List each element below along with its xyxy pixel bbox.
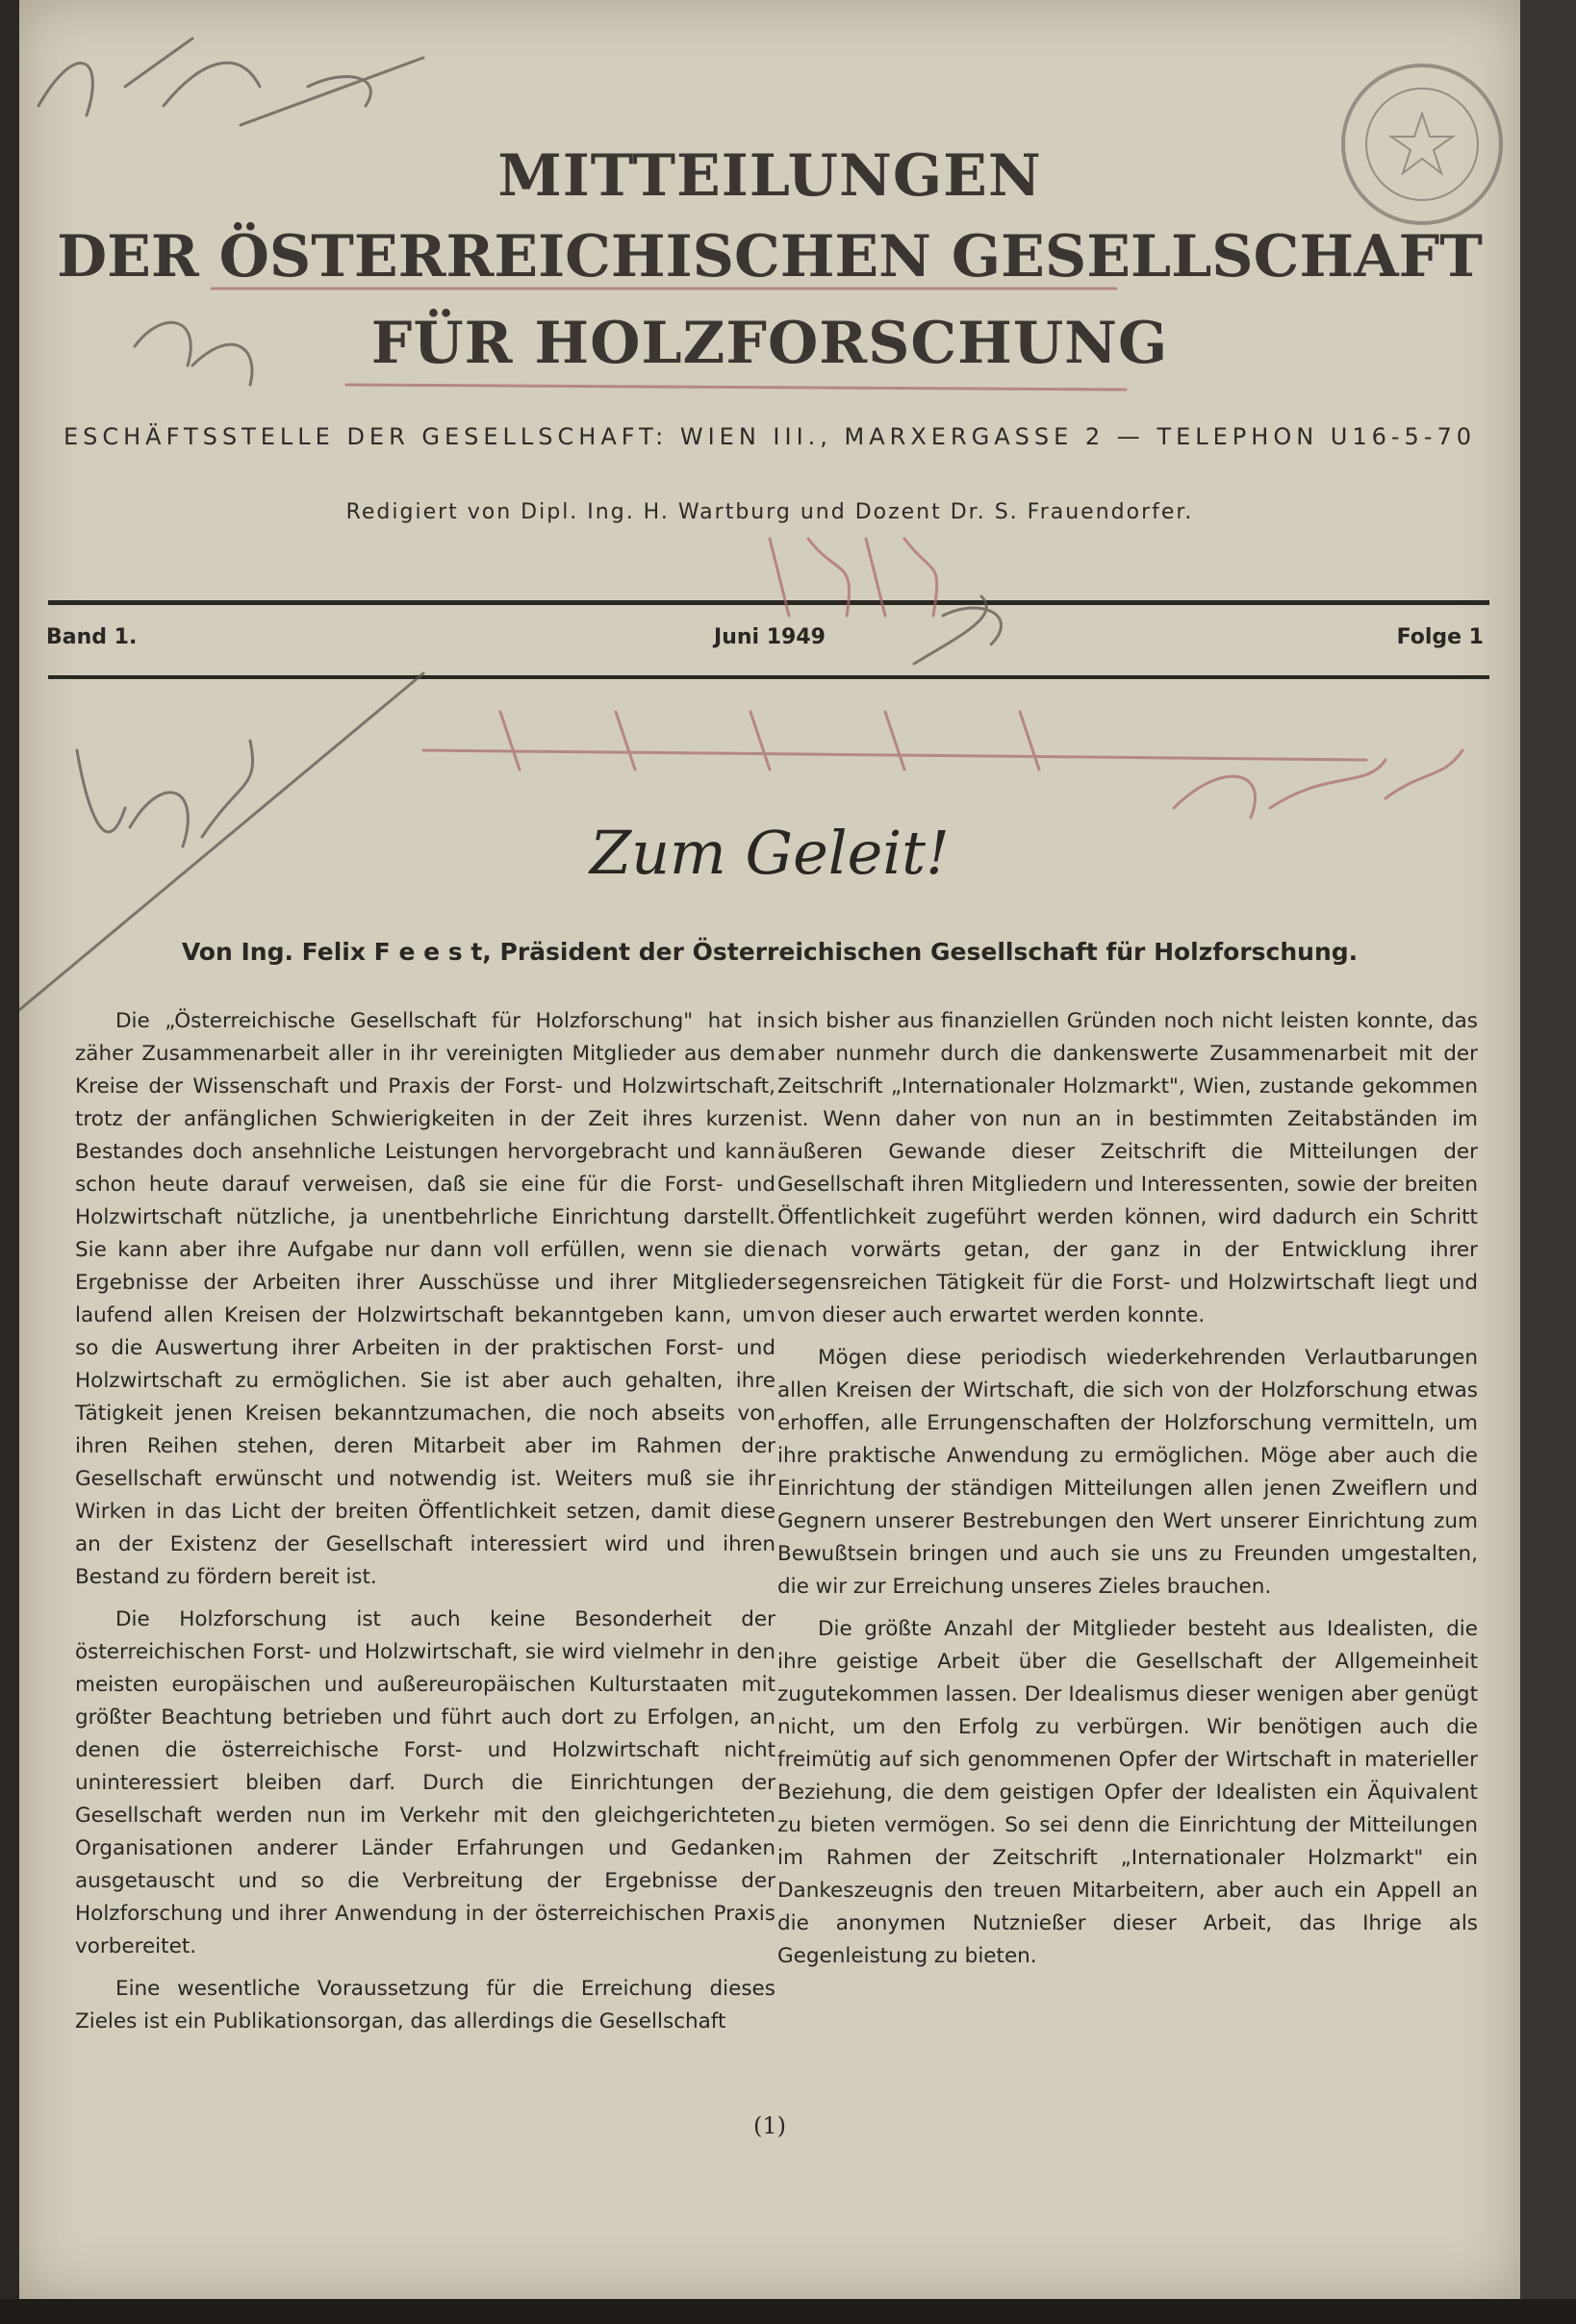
article-heading: Zum Geleit! — [590, 818, 950, 888]
paragraph: Die größte Anzahl der Mitglieder besteht aus Idealisten, die ihre geistige Arbeit über die Gesellschaft der Allgemeinheit zugutekommen lassen. Der Idealismus dieser wenigen aber genügt nicht, um den Erfolg zu verbürgen. Wir benötigen auch die freimütig auf sich genommenen Opfer der Wirtschaft in materieller Beziehung, die dem geistigen Opfer der Idealisten ein Äquivalent zu bieten vermögen. So sei denn die Einrichtung der Mitteilungen im Rahmen der Zeitschrift „Internationaler Holzmarkt" ein Dankeszeugnis den treuen Mitarbeitern, aber auch ein Appell an die anonymen Nutznießer dieser Arbeit, das Ihrige als Gegenleistung zu bieten. — [777, 1617, 1478, 1968]
pencil-scribble — [38, 63, 92, 115]
red-pencil-signature — [1174, 750, 1462, 818]
binding-spine — [0, 0, 19, 2324]
document-page — [19, 0, 1520, 2299]
pencil-scribble — [241, 58, 423, 125]
paragraph: Die „Österreichische Gesellschaft für Holzforschung" hat in zäher Zusammenarbeit aller in ihr vereinigten Mitglieder aus dem Kreise der Wissenschaft und Praxis der Forst- und Holzwirtschaft, trotz der anfänglichen Schwierigkeiten in der Zeit ihres kurzen Bestandes doch ansehnliche Leistungen hervorgebracht und kann schon heute darauf verweisen, daß sie eine für die Forst- und Holzwirtschaft nützliche, ja unentbehrliche Einrichtung darstellt. Sie kann aber ihre Aufgabe nur dann voll erfüllen, wenn sie die Ergebnisse der Arbeiten ihrer Ausschüsse und ihrer Mitglieder laufend allen Kreisen der Holzwirtschaft bekanntgeben kann, um so die Auswertung ihrer Arbeiten in der praktischen Forst- und Holzwirtschaft zu ermöglichen. Sie ist aber auch gehalten, ihre Tätigkeit jenen Kreisen bekanntzumachen, die noch abseits von ihren Reihen stehen, deren Mitarbeit aber im Rahmen der Gesellschaft erwünscht und notwendig ist. Weiters muß sie ihr Wirken in das Licht der breiten Öffentlichkeit setzen, damit diese an der Existenz der Gesellschaft interessiert wird und ihren Bestand zu fördern bereit ist. — [75, 1009, 775, 1589]
masthead-title-line-1: MITTEILUNGEN — [497, 142, 1042, 210]
issue-date: Juni 1949 — [714, 625, 826, 649]
article-byline: Von Ing. Felix F e e s t, Präsident der Österreichischen Gesellschaft für Holzforschung. — [181, 938, 1359, 966]
paragraph: Eine wesentliche Voraussetzung für die Erreichung dieses Zieles ist ein Publikationsorgan, das allerdings die Gesellschaft — [75, 1977, 775, 2034]
editors-line: Redigiert von Dipl. Ing. H. Wartburg und Dozent Dr. S. Frauendorfer. — [345, 500, 1194, 524]
page-number: (1) — [753, 2112, 786, 2139]
red-pencil-scribble — [423, 712, 1366, 770]
office-address: ESCHÄFTSSTELLE DER GESELLSCHAFT: WIEN III., MARXERGASSE 2 — TELEPHON U16-5-70 — [63, 423, 1477, 450]
volume-label: Band 1. — [46, 625, 138, 649]
red-underline — [346, 385, 1126, 390]
paragraph: Mögen diese periodisch wiederkehrenden Verlautbarungen allen Kreisen der Wirtschaft, die sich von der Holzforschung etwas erhoffen, alle Errungenschaften der Holzforschung vermitteln, um ihre praktische Anwendung zu ermöglichen. Möge aber auch die Einrichtung der ständigen Mitteilungen allen jenen Zweiflern und Gegnern unserer Bestrebungen den Wert unserer Einrichtung zum Bewußtsein bringen und auch sie uns zu Freunden umgestalten, die wir zur Erreichung unseres Zieles brauchen. — [777, 1346, 1478, 1599]
masthead-title-line-3: FÜR HOLZFORSCHUNG — [370, 310, 1169, 377]
paragraph: sich bisher aus finanziellen Gründen noch nicht leisten konnte, das aber nunmehr durch die dankenswerte Zusammenarbeit mit der Zeitschrift „Internationaler Holzmarkt", Wien, zustande gekommen ist. Wenn daher von nun an in bestimmten Zeitabständen im äußeren Gewande dieser Zeitschrift die Mitteilungen der Gesellschaft ihren Mitgliedern und Interessenten, sowie der breiten Öffentlichkeit zugeführt werden können, wird dadurch ein Schritt nach vorwärts getan, der ganz in der Entwicklung ihrer segensreichen Tätigkeit für die Forst- und Holzwirtschaft liegt und von dieser auch erwartet werden konnte. — [777, 1009, 1478, 1327]
masthead-title-line-2: DER ÖSTERREICHISCHEN GESELLSCHAFT — [57, 223, 1483, 290]
pencil-scribble — [125, 38, 260, 106]
text-column-left — [75, 1005, 775, 2048]
issue-number: Folge 1 — [1396, 625, 1484, 649]
top-divider — [48, 600, 1489, 605]
background-edge — [1520, 0, 1576, 2324]
background-edge-bottom — [0, 2299, 1576, 2324]
text-column-right — [777, 1005, 1478, 1983]
paragraph: Die Holzforschung ist auch keine Besonderheit der österreichischen Forst- und Holzwirtschaft, sie wird vielmehr in den meisten europäischen und außereuropäischen Kulturstaaten mit größter Beachtung betrieben und führt auch dort zu Erfolgen, an denen die österreichische Forst- und Holzwirtschaft nicht uninteressiert bleiben darf. Durch die Einrichtungen der Gesellschaft werden nun im Verkehr mit den gleichgerichteten Organisationen anderer Länder Erfahrungen und Gedanken ausgetauscht und so die Verbreitung der Ergebnisse der Holzforschung und ihrer Anwendung in der österreichischen Praxis vorbereitet. — [75, 1607, 775, 1958]
bottom-divider — [48, 675, 1489, 679]
